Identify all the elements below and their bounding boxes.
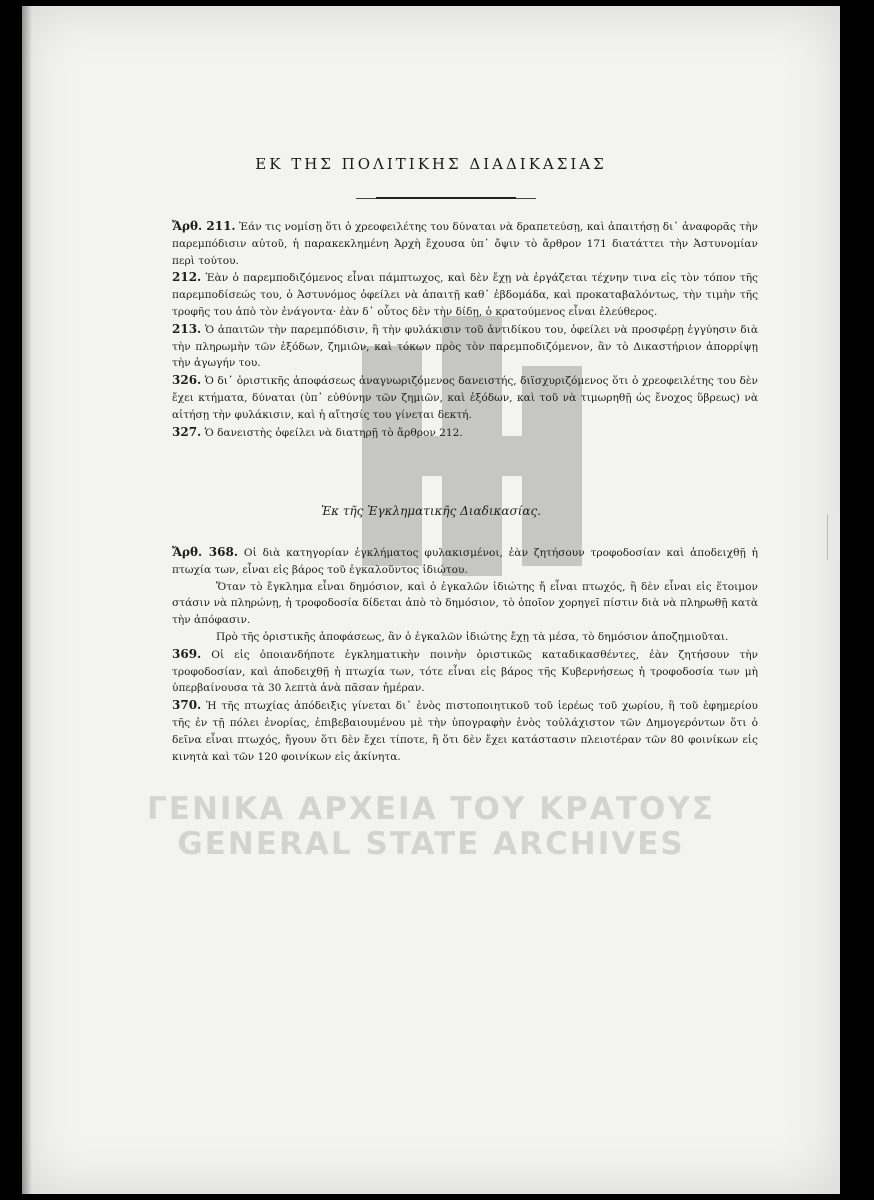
title-divider bbox=[356, 196, 536, 200]
page-edge-shadow bbox=[22, 6, 32, 1194]
section-subheading: Ἐκ τῆς Ἐγκληματικῆς Διαδικασίας. bbox=[320, 504, 542, 518]
article-paragraph: Πρὸ τῆς ὁριστικῆς ἀποφάσεως, ἂν ὁ ἐγκαλῶν ἰδιώτης ἔχῃ τὰ μέσα, τὸ δημόσιον ἀποζημιοῦται. bbox=[216, 630, 729, 643]
archive-watermark-english: GENERAL STATE ARCHIVES bbox=[177, 826, 685, 862]
article-paragraph: 370. Ἡ τῆς πτωχίας ἀπόδειξις γίνεται δι᾽ ἑνὸς πιστοποιητικοῦ τοῦ ἱερέως τοῦ χωρίου, ἢ τοῦ ἐφημερίου τῆς ἐν τῇ πόλει ἐνορίας, ἐπιβεβαιουμένου μὲ τὴν ὑπογραφὴν ἑνὸς τοὐλάχιστον τῶν Δημογερόντων ὅτι ὁ δεῖνα εἶναι πτωχός, ἤγουν ὅτι δὲν ἔχει τίποτε, ἢ ὅτι δὲν ἔχει κατάστασιν πλειοτέραν τῶν 80 φοινίκων εἰς κινητὰ καὶ τῶν 120 φοινίκων εἰς ἀκίνητα. bbox=[172, 698, 758, 763]
article-paragraph: 369. Οἱ εἰς ὁποιανδήποτε ἐγκληματικὴν ποινὴν ὁριστικῶς καταδικασθέντες, ἐὰν ζητήσουν τὴν τροφοδοσίαν, καὶ ἀποδειχθῇ ἡ πτωχία των, τότε εἶναι εἰς βάρος τῆς Κυβερνήσεως ἡ τροφοδοσία των μὴ ὑπερβαίνουσα τὰ 30 λεπτὰ ἀνὰ πᾶσαν ἡμέραν. bbox=[172, 646, 758, 695]
document-page bbox=[22, 6, 840, 1194]
page-tab bbox=[827, 514, 840, 560]
article-paragraph: 326. Ὁ δι᾽ ὁριστικῆς ἀποφάσεως ἀναγνωριζόμενος δανειστής, διϊσχυριζόμενος ὅτι ὁ χρεοφειλέτης του δὲν ἔχει κτήματα, δύναται (ὑπ᾽ εὐθύνην τῶν ζημιῶν, καὶ ἐξόδων, καὶ τοῦ νὰ τιμωρηθῇ ὡς ἔνοχος ὕβρεως) νὰ αἰτήσῃ τὴν φυλάκισιν, καὶ ἡ αἴτησίς του γίνεται δεκτή. bbox=[172, 373, 758, 421]
article-paragraph: 213. Ὁ ἀπαιτῶν τὴν παρεμπόδισιν, ἢ τὴν φυλάκισιν τοῦ ἀντιδίκου του, ὀφείλει νὰ προσφέρῃ ἐγγύησιν διὰ τὴν πληρωμὴν τῶν ἐξόδων, ζημιῶν, καὶ τόκων πρὸς τὸν παρεμποδιζόμενον, ἂν τὸ Δικαστήριον ἀπορρίψῃ τὴν ἀγωγήν του. bbox=[172, 321, 758, 370]
page-title: ΕΚ ΤΗΣ ΠΟΛΙΤΙΚΗΣ ΔΙΑΔΙΚΑΣΙΑΣ bbox=[255, 155, 607, 173]
civil-procedure-section bbox=[172, 218, 758, 441]
article-paragraph: 327. Ὁ δανειστὴς ὀφείλει νὰ διατηρῇ τὸ ἄρθρον 212. bbox=[172, 424, 463, 439]
article-paragraph: Ἄρθ. 368. Οἱ διὰ κατηγορίαν ἐγκλήματος φυλακισμένοι, ἐὰν ζητήσουν τροφοδοσίαν καὶ ἀποδειχθῇ ἡ πτωχία των, εἶναι εἰς βάρος τοῦ ἐγκαλοῦντος ἰδιώτου. bbox=[172, 545, 759, 576]
article-paragraph: Ὅταν τὸ ἔγκλημα εἶναι δημόσιον, καὶ ὁ ἐγκαλῶν ἰδιώτης ἤ εἶναι πτωχός, ἢ δὲν εἶναι εἰς ἕτοιμον στάσιν νὰ πληρώνῃ, ἡ τροφοδοσία δίδεται ἀπὸ τὸ δημόσιον, τὸ ὁποῖον χορηγεῖ πίστιν διὰ νὰ πληρωθῇ κατὰ τὴν ἀπόφασιν. bbox=[172, 580, 758, 627]
article-paragraph: 212. Ἐὰν ὁ παρεμποδιζόμενος εἶναι πάμπτωχος, καὶ δὲν ἔχῃ νὰ ἐργάζεται τέχνην τινα εἰς τὸν τόπον τῆς παρεμποδίσεώς του, ὁ Ἀστυνόμος ὀφείλει νὰ ἀπαιτῇ καθ᾽ ἑβδομάδα, καὶ προκαταβαλόντως, τὴν τιμὴν τῆς τροφῆς του ἀπὸ τὸν ἐνάγοντα· ἐὰν δ᾽ οὗτος δὲν τὴν δίδῃ, ὁ κρατούμενος εἶναι ἐλεύθερος. bbox=[172, 270, 758, 318]
criminal-procedure-section bbox=[172, 544, 758, 765]
article-paragraph: Ἄρθ. 211. Ἐάν τις νομίσῃ ὅτι ὁ χρεοφειλέτης του δύναται νὰ δραπετεύσῃ, καὶ ἀπαιτήσῃ δι᾽ ἀναφορᾶς τὴν παρεμπόδισιν αὐτοῦ, ἡ παρακεκλημένη Ἀρχὴ ἔχουσα ὑπ᾽ ὄψιν τὸ ἄρθρον 171 διατάττει τὴν Ἀστυνομίαν περὶ τούτου. bbox=[172, 219, 758, 267]
archive-watermark-greek: ΓΕΝΙΚΑ ΑΡΧΕΙΑ ΤΟΥ ΚΡΑΤΟΥΣ bbox=[147, 791, 715, 827]
